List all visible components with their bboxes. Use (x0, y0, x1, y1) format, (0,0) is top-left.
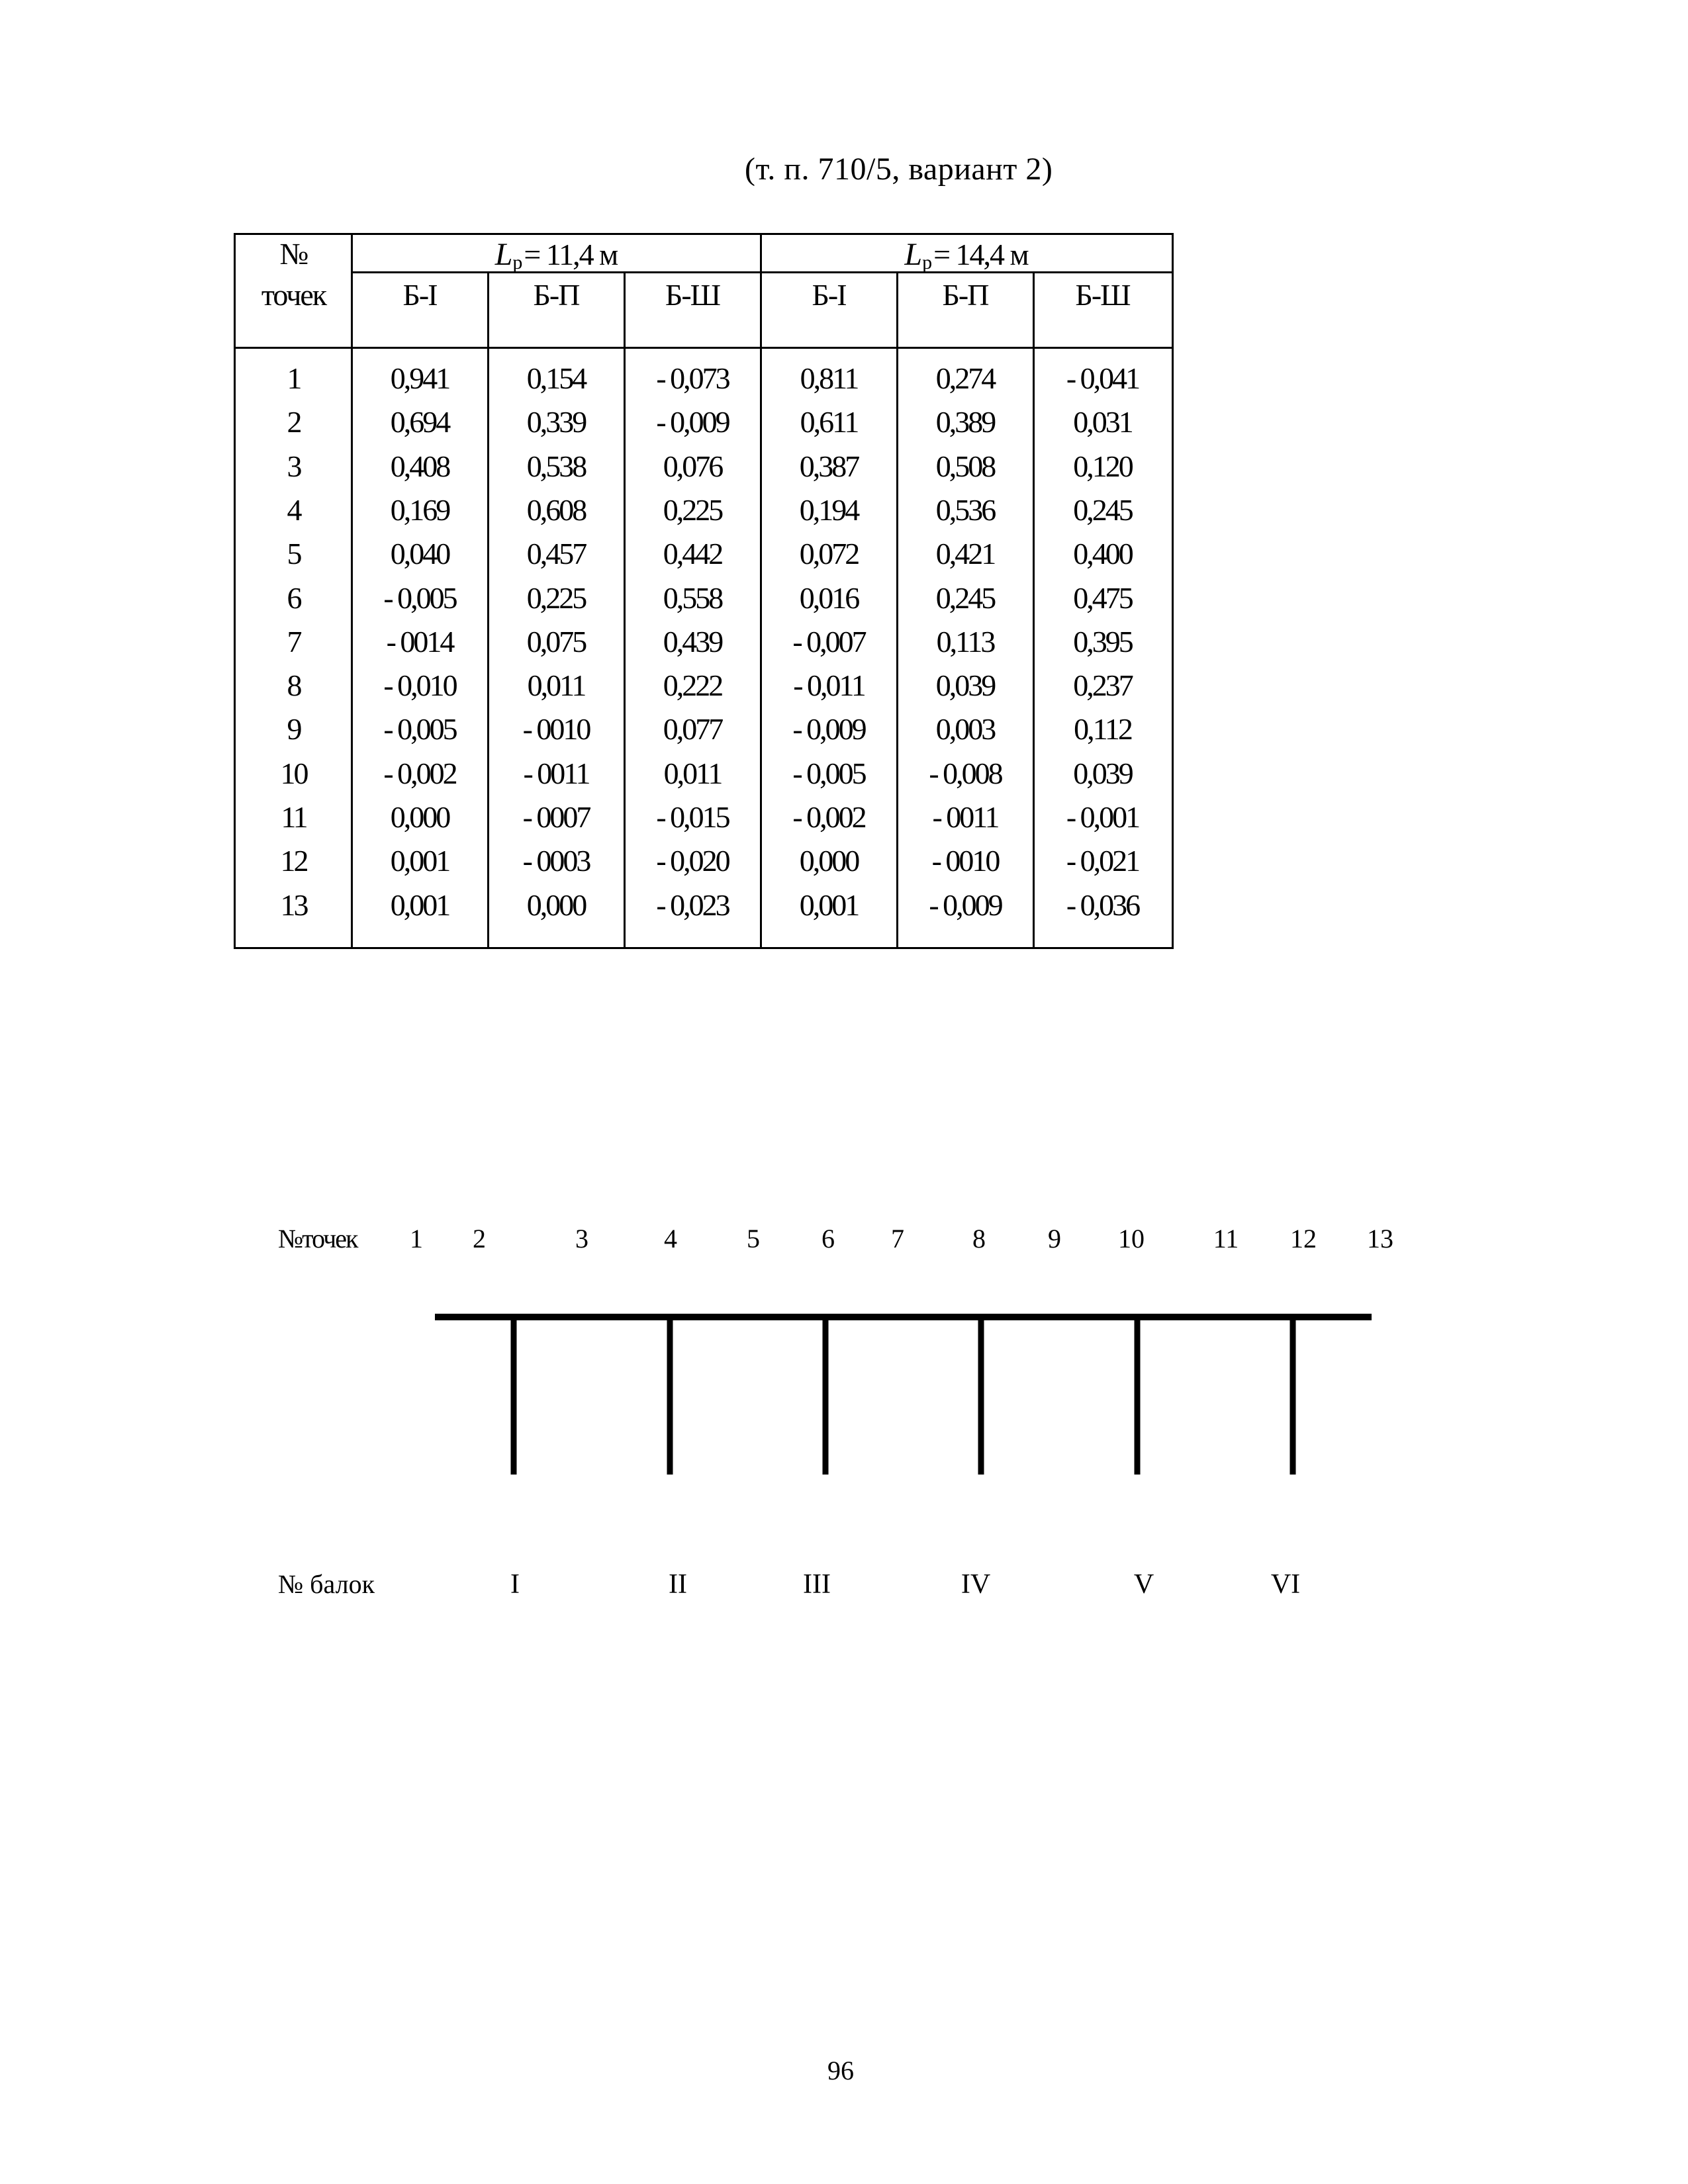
beam-number-label: III (803, 1569, 831, 1600)
table-cell-value: 0,169 (390, 492, 449, 527)
table-cell-value: 0,154 (526, 361, 586, 395)
row-point-number: 6 (287, 580, 301, 615)
table-cell-value: 0,077 (663, 712, 722, 747)
row-point-number: 12 (280, 844, 307, 878)
point-number-label: 3 (575, 1224, 588, 1253)
table-cell-value: 0,001 (799, 887, 859, 922)
table-cell-value: - 0,073 (656, 361, 729, 395)
table-cell-value: 0,387 (799, 449, 859, 483)
point-number-label: 13 (1367, 1224, 1393, 1253)
span-subscript: р (512, 251, 523, 273)
table-cell-value: - 0011 (932, 800, 998, 834)
table-cell-value: 0,400 (1073, 537, 1132, 571)
point-number-label: 12 (1290, 1224, 1317, 1253)
table-cell-value: 0,039 (935, 668, 995, 703)
table-cell-value: - 0,015 (656, 800, 729, 834)
table-cell-value: 0,442 (663, 537, 722, 571)
beam-number-label: VI (1270, 1569, 1301, 1600)
table-cell-value: 0,225 (526, 580, 586, 615)
table-cell-value: 0,245 (935, 580, 995, 615)
row-point-number: 2 (287, 405, 301, 439)
table-cell-value: 0,222 (663, 668, 722, 703)
table-cell-value: 0,608 (526, 492, 586, 527)
beam-column-header: Б-I (402, 278, 437, 312)
table-cell-value: 0,225 (663, 492, 722, 527)
row-point-number: 13 (280, 887, 307, 922)
span-symbol: L (904, 237, 923, 272)
table-cell-value: 0,395 (1073, 624, 1132, 659)
table-cell-value: 0,075 (526, 624, 586, 659)
table-cell-value: 0,000 (390, 800, 449, 834)
row-point-number: 1 (287, 361, 301, 395)
span-subscript: р (922, 251, 933, 273)
table-cell-value: - 0,041 (1066, 361, 1139, 395)
table-cell-value: - 0003 (522, 844, 590, 878)
table-cell-value: 0,408 (390, 449, 449, 483)
table-cell-value: - 0014 (386, 624, 453, 659)
beams-row-label: № балок (278, 1569, 375, 1599)
row-point-number: 9 (287, 712, 301, 747)
table-cell-value: 0,120 (1073, 449, 1132, 483)
table-cell-value: 0,558 (663, 580, 722, 615)
point-number-label: 9 (1048, 1224, 1061, 1253)
table-cell-value: - 0010 (931, 844, 999, 878)
table-cell-value: - 0,021 (1066, 844, 1139, 878)
beam-column-header: Б-I (812, 278, 846, 312)
table-cell-value: 0,439 (663, 624, 722, 659)
table-cell-value: - 0011 (523, 756, 589, 790)
table-cell-value: 0,011 (527, 668, 585, 703)
table-cell-value: - 0,020 (656, 844, 729, 878)
header-points: точек (261, 278, 326, 312)
table-cell-value: - 0010 (522, 712, 590, 747)
beam-column-header: Б-Ш (1075, 278, 1130, 312)
point-number-label: 6 (821, 1224, 835, 1253)
table-cell-value: 0,457 (526, 537, 586, 571)
table-cell-value: 0,811 (800, 361, 858, 395)
point-number-label: 10 (1118, 1224, 1145, 1253)
table-cell-value: 0,000 (526, 887, 586, 922)
span-value: = 11,4 м (524, 238, 618, 271)
table-cell-value: 0,237 (1073, 668, 1132, 703)
beam-column-header: Б-П (942, 278, 988, 312)
row-point-number: 4 (287, 492, 301, 527)
point-number-label: 11 (1213, 1224, 1239, 1253)
table-cell-value: 0,076 (663, 449, 722, 483)
table-cell-value: 0,112 (1074, 712, 1131, 747)
beam-number-label: I (510, 1569, 520, 1600)
table-cell-value: 0,072 (799, 537, 859, 571)
table-cell-value: - 0,002 (792, 800, 865, 834)
table-cell-value: 0,538 (526, 449, 586, 483)
row-point-number: 5 (287, 537, 301, 571)
table-cell-value: - 0,036 (1066, 887, 1139, 922)
row-point-number: 10 (280, 756, 307, 790)
point-number-label: 8 (972, 1224, 986, 1253)
page-number: 96 (827, 2056, 854, 2085)
table-caption: (т. п. 710/5, вариант 2) (745, 152, 1053, 187)
table-cell-value: - 0,001 (1066, 800, 1139, 834)
table-cell-value: - 0,005 (792, 756, 865, 790)
table-cell-value: 0,031 (1073, 405, 1132, 439)
table-cell-value: 0,194 (799, 492, 859, 527)
point-number-label: 5 (747, 1224, 760, 1253)
header-number-sign: № (279, 237, 308, 271)
table-cell-value: 0,016 (799, 580, 859, 615)
table-cell-value: 0,274 (935, 361, 995, 395)
table-cell-value: 0,001 (390, 844, 449, 878)
table-cell-value: 0,421 (935, 537, 995, 571)
table-cell-value: - 0,009 (656, 405, 729, 439)
span-value: = 14,4 м (933, 238, 1028, 271)
point-number-label: 7 (891, 1224, 904, 1253)
table-cell-value: - 0007 (522, 800, 590, 834)
table-cell-value: - 0,010 (383, 668, 456, 703)
table-cell-value: 0,389 (935, 405, 995, 439)
point-number-label: 4 (664, 1224, 677, 1253)
table-cell-value: 0,039 (1073, 756, 1132, 790)
beam-number-label: II (669, 1569, 687, 1600)
table-cell-value: 0,245 (1073, 492, 1132, 527)
table-cell-value: - 0,005 (383, 580, 456, 615)
table-cell-value: - 0,007 (792, 624, 865, 659)
beam-column-header: Б-П (533, 278, 579, 312)
point-number-label: 2 (473, 1224, 486, 1253)
table-cell-value: - 0,002 (383, 756, 456, 790)
table-cell-value: - 0,009 (792, 712, 865, 747)
table-cell-value: 0,339 (526, 405, 586, 439)
table-cell-value: - 0,008 (929, 756, 1002, 790)
table-cell-value: 0,011 (663, 756, 722, 790)
beam-column-header: Б-Ш (665, 278, 720, 312)
table-cell-value: 0,000 (799, 844, 859, 878)
table-cell-value: 0,508 (935, 449, 995, 483)
table-cell-value: 0,040 (390, 537, 449, 571)
table-cell-value: 0,003 (935, 712, 995, 747)
table-cell-value: - 0,005 (383, 712, 456, 747)
table-cell-value: - 0,023 (656, 887, 729, 922)
point-number-label: 1 (410, 1224, 423, 1253)
table-cell-value: 0,113 (936, 624, 994, 659)
row-point-number: 11 (281, 800, 306, 834)
beam-number-label: IV (961, 1569, 991, 1600)
row-point-number: 3 (287, 449, 301, 483)
row-point-number: 7 (287, 624, 301, 659)
table-cell-value: - 0,011 (793, 668, 865, 703)
table-cell-value: 0,475 (1073, 580, 1132, 615)
table-cell-value: 0,611 (800, 405, 858, 439)
table-cell-value: 0,941 (390, 361, 449, 395)
table-cell-value: 0,694 (390, 405, 449, 439)
beam-number-label: V (1133, 1569, 1154, 1600)
points-row-label: №точек (278, 1224, 357, 1253)
row-point-number: 8 (287, 668, 301, 703)
span-symbol: L (494, 237, 513, 272)
table-cell-value: 0,536 (935, 492, 995, 527)
table-cell-value: - 0,009 (929, 887, 1002, 922)
table-cell-value: 0,001 (390, 887, 449, 922)
